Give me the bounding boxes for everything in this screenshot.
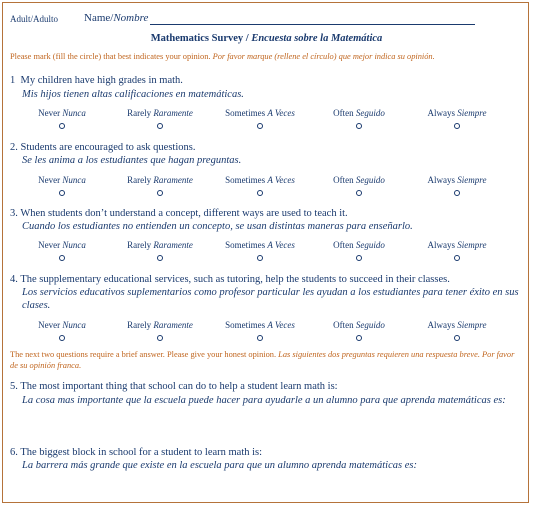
question-5: [10, 381, 338, 392]
instructions-en: Please mark (fill the circle) that best indicates your opinion.: [10, 52, 213, 61]
scale-label-3: [314, 108, 404, 118]
question-text-en: The supplementary educational services, such as tutoring, help the students to succeed in their classes.: [20, 274, 450, 285]
scale-label-0: [17, 108, 107, 118]
question-number: 6.: [10, 447, 18, 458]
radio-q3-option-3[interactable]: [356, 255, 362, 261]
scale-label-en: Sometimes: [225, 108, 266, 118]
radio-q2-option-0[interactable]: [59, 190, 65, 196]
radio-q1-option-2[interactable]: [257, 123, 263, 129]
scale-label-es: Nunca: [62, 240, 86, 250]
scale-label-es: Raramente: [153, 320, 193, 330]
scale-label-en: Always: [427, 320, 456, 330]
scale-label-en: Never: [38, 175, 61, 185]
question-number: 2.: [10, 142, 18, 153]
scale-label-en: Sometimes: [225, 320, 266, 330]
scale-label-es: Raramente: [153, 175, 193, 185]
question-2: [10, 142, 195, 153]
radio-q1-option-4[interactable]: [454, 123, 460, 129]
scale-label-es: Raramente: [153, 240, 193, 250]
scale-label-es: Seguido: [355, 108, 385, 118]
radio-q2-option-3[interactable]: [356, 190, 362, 196]
radio-q3-option-0[interactable]: [59, 255, 65, 261]
scale-label-3: [314, 320, 404, 330]
scale-label-es: A Veces: [267, 320, 295, 330]
name-field[interactable]: [150, 24, 475, 25]
radio-q3-option-1[interactable]: [157, 255, 163, 261]
radio-q1-option-3[interactable]: [356, 123, 362, 129]
scale-label-es: Siempre: [457, 108, 487, 118]
scale-label-1: [115, 175, 205, 185]
scale-label-es: Nunca: [62, 175, 86, 185]
question-text-en: The biggest block in school for a student to learn math is:: [20, 447, 263, 458]
scale-label-en: Often: [333, 175, 354, 185]
title-es: Encuesta sobre la Matemática: [251, 33, 383, 44]
radio-q3-option-2[interactable]: [257, 255, 263, 261]
scale-label-en: Never: [38, 240, 61, 250]
radio-q4-option-1[interactable]: [157, 335, 163, 341]
question-text-en: Students are encouraged to ask questions.: [20, 142, 196, 153]
scale-label-4: [412, 175, 502, 185]
question-text-en: When students don’t understand a concept, different ways are used to teach it.: [20, 208, 348, 219]
scale-label-es: Siempre: [457, 175, 487, 185]
scale-label-en: Always: [427, 240, 456, 250]
question-4-es: Los servicios educativos suplementarios como profesor particular les ayudan a los estudiantes para tener éxito en sus clases.: [22, 287, 519, 311]
question-3: [10, 208, 348, 219]
scale-label-en: Rarely: [127, 240, 152, 250]
scale-label-es: Nunca: [62, 320, 86, 330]
scale-label-0: [17, 240, 107, 250]
instructions-es: Por favor marque (rellene el círculo) que mejor indica su opinión.: [212, 52, 435, 61]
scale-label-es: Seguido: [355, 175, 385, 185]
open-instructions-en: The next two questions require a brief answer. Please give your honest opinion.: [10, 350, 279, 359]
scale-label-en: Rarely: [127, 108, 152, 118]
radio-q2-option-2[interactable]: [257, 190, 263, 196]
name-label: [84, 12, 148, 24]
scale-label-en: Rarely: [127, 175, 152, 185]
radio-q2-option-1[interactable]: [157, 190, 163, 196]
name-label-en: Name/: [84, 12, 114, 24]
scale-label-0: [17, 175, 107, 185]
question-number: 3.: [10, 208, 18, 219]
scale-label-es: Nunca: [62, 108, 86, 118]
question-1-es: Mis hijos tienen altas calificaciones en matemáticas.: [22, 89, 244, 100]
scale-label-en: Always: [427, 108, 456, 118]
title-en: Mathematics Survey /: [150, 33, 252, 44]
open-instructions: [10, 349, 522, 371]
scale-label-3: [314, 240, 404, 250]
question-number: 5.: [10, 381, 18, 392]
instructions: [10, 52, 435, 61]
scale-label-0: [17, 320, 107, 330]
scale-label-en: Never: [38, 108, 61, 118]
open-instructions-es: Las siguientes dos preguntas requieren una respuesta breve. Por favor de su opinión franca.: [10, 350, 515, 370]
radio-q3-option-4[interactable]: [454, 255, 460, 261]
radio-q2-option-4[interactable]: [454, 190, 460, 196]
scale-label-1: [115, 240, 205, 250]
question-3-es: Cuando los estudiantes no entienden un concepto, se usan distintas maneras para enseñarlo.: [22, 221, 413, 232]
question-6: [10, 447, 262, 458]
page-title: [0, 33, 533, 44]
scale-label-en: Rarely: [127, 320, 152, 330]
answer-area-6[interactable]: [22, 476, 512, 498]
scale-label-es: Seguido: [355, 320, 385, 330]
question-1: [10, 75, 183, 86]
scale-label-2: [215, 175, 305, 185]
scale-label-4: [412, 108, 502, 118]
radio-q4-option-4[interactable]: [454, 335, 460, 341]
scale-label-1: [115, 108, 205, 118]
question-text-en: My children have high grades in math.: [20, 75, 183, 86]
scale-label-2: [215, 108, 305, 118]
radio-q4-option-3[interactable]: [356, 335, 362, 341]
scale-label-2: [215, 240, 305, 250]
scale-label-es: A Veces: [267, 175, 295, 185]
scale-label-en: Always: [427, 175, 456, 185]
radio-q4-option-2[interactable]: [257, 335, 263, 341]
answer-area-5[interactable]: [22, 420, 512, 444]
scale-label-en: Often: [333, 240, 354, 250]
name-label-es: Nombre: [113, 12, 149, 24]
scale-label-es: A Veces: [267, 240, 295, 250]
scale-label-en: Sometimes: [225, 175, 266, 185]
scale-label-4: [412, 320, 502, 330]
audience-label: Adult/Adulto: [10, 14, 59, 24]
scale-label-es: A Veces: [267, 108, 295, 118]
scale-label-3: [314, 175, 404, 185]
scale-label-es: Siempre: [457, 320, 487, 330]
scale-label-es: Raramente: [153, 108, 193, 118]
radio-q4-option-0[interactable]: [59, 335, 65, 341]
question-text-en: The most important thing that school can do to help a student learn math is:: [20, 381, 338, 392]
scale-label-en: Often: [333, 108, 354, 118]
question-6-es: La barrera más grande que existe en la escuela para que un alumno aprenda matemáticas es:: [22, 460, 417, 471]
scale-label-en: Sometimes: [225, 240, 266, 250]
scale-label-1: [115, 320, 205, 330]
question-4: [10, 274, 450, 285]
scale-label-es: Siempre: [457, 240, 487, 250]
scale-label-2: [215, 320, 305, 330]
question-number: 1: [10, 75, 16, 86]
scale-label-en: Never: [38, 320, 61, 330]
question-5-es: La cosa mas importante que la escuela puede hacer para ayudarle a un alumno para que aprenda matemáticas es:: [22, 395, 506, 406]
scale-label-4: [412, 240, 502, 250]
radio-q1-option-1[interactable]: [157, 123, 163, 129]
question-number: 4.: [10, 274, 18, 285]
scale-label-es: Seguido: [355, 240, 385, 250]
question-2-es: Se les anima a los estudiantes que hagan preguntas.: [22, 155, 242, 166]
radio-q1-option-0[interactable]: [59, 123, 65, 129]
scale-label-en: Often: [333, 320, 354, 330]
